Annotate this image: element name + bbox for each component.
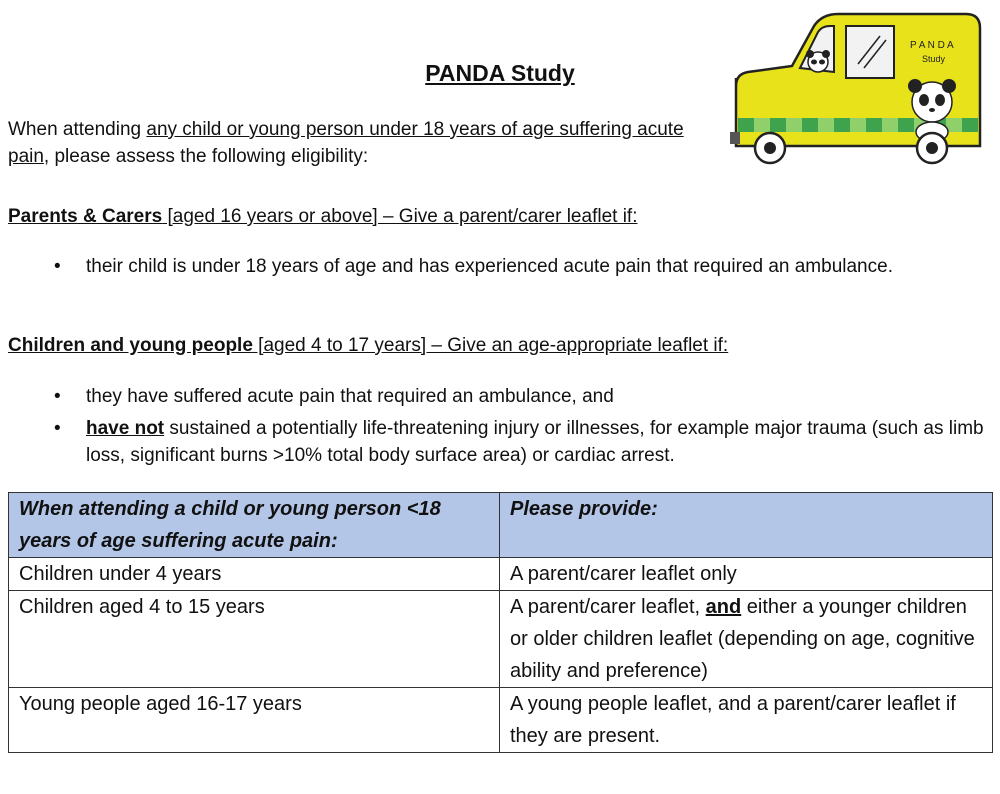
table-cell: Children under 4 years	[9, 558, 500, 591]
intro-underlined: any child or young person under 18 years of age suffering acute pain	[8, 119, 684, 167]
parents-heading-bold: Parents & Carers	[8, 206, 163, 227]
page-title: PANDA Study	[425, 60, 575, 86]
table-row	[9, 558, 993, 591]
children-heading	[8, 333, 728, 359]
children-heading-rest: [aged 4 to 17 years] – Give an age-appropriate leaflet if:	[252, 335, 729, 356]
ambulance-illustration	[718, 6, 988, 174]
table-cell: Young people aged 16-17 years	[9, 688, 500, 753]
have-not-bold: have not	[86, 418, 165, 439]
eligibility-table	[8, 492, 993, 753]
wheel-icon	[917, 133, 947, 163]
table-cell: Children aged 4 to 15 years	[9, 591, 500, 688]
children-heading-bold: Children and young people	[8, 335, 253, 356]
intro-pre: When attending	[8, 119, 147, 140]
table-cell: A parent/carer leaflet only	[500, 558, 993, 591]
ambulance-label-2: Study	[922, 54, 946, 64]
table-cell	[500, 591, 993, 688]
intro-paragraph	[8, 116, 708, 170]
parents-heading	[8, 204, 637, 230]
parents-bullet-text: their child is under 18 years of age and has experienced acute pain that required an ambulance.	[86, 256, 893, 277]
children-bullet-2-text	[86, 415, 986, 469]
children-bullet-1-text: they have suffered acute pain that required an ambulance, and	[86, 386, 614, 407]
parents-heading-rest: [aged 16 years or above] – Give a parent/carer leaflet if:	[162, 206, 638, 227]
bullet-dot-icon: •	[54, 418, 61, 439]
table-cell: A young people leaflet, and a parent/carer leaflet if they are present.	[500, 688, 993, 753]
panda-driver-icon	[806, 50, 830, 72]
table-header-col1: When attending a child or young person <18 years of age suffering acute pain:	[9, 493, 500, 558]
table-header-row	[9, 493, 993, 558]
children-bullet-2-rest: sustained a potentially life-threatening injury or illnesses, for example major trauma (such as limb loss, significant burns >10% total body surface area) or cardiac arrest.	[86, 418, 984, 466]
intro-post: , please assess the following eligibility:	[43, 146, 369, 167]
bullet-dot-icon: •	[54, 256, 61, 277]
cell-text-bold: and	[705, 596, 742, 618]
table-row	[9, 688, 993, 753]
table-header-col2: Please provide:	[500, 493, 993, 558]
bullet-dot-icon: •	[54, 386, 61, 407]
cell-text-post: either a younger children or older children leaflet (depending on age, cognitive ability and preference)	[510, 596, 975, 682]
table-row	[9, 591, 993, 688]
ambulance-label-1: P A N D A	[910, 40, 954, 51]
wheel-icon	[755, 133, 785, 163]
cell-text-pre: A parent/carer leaflet,	[510, 596, 706, 618]
